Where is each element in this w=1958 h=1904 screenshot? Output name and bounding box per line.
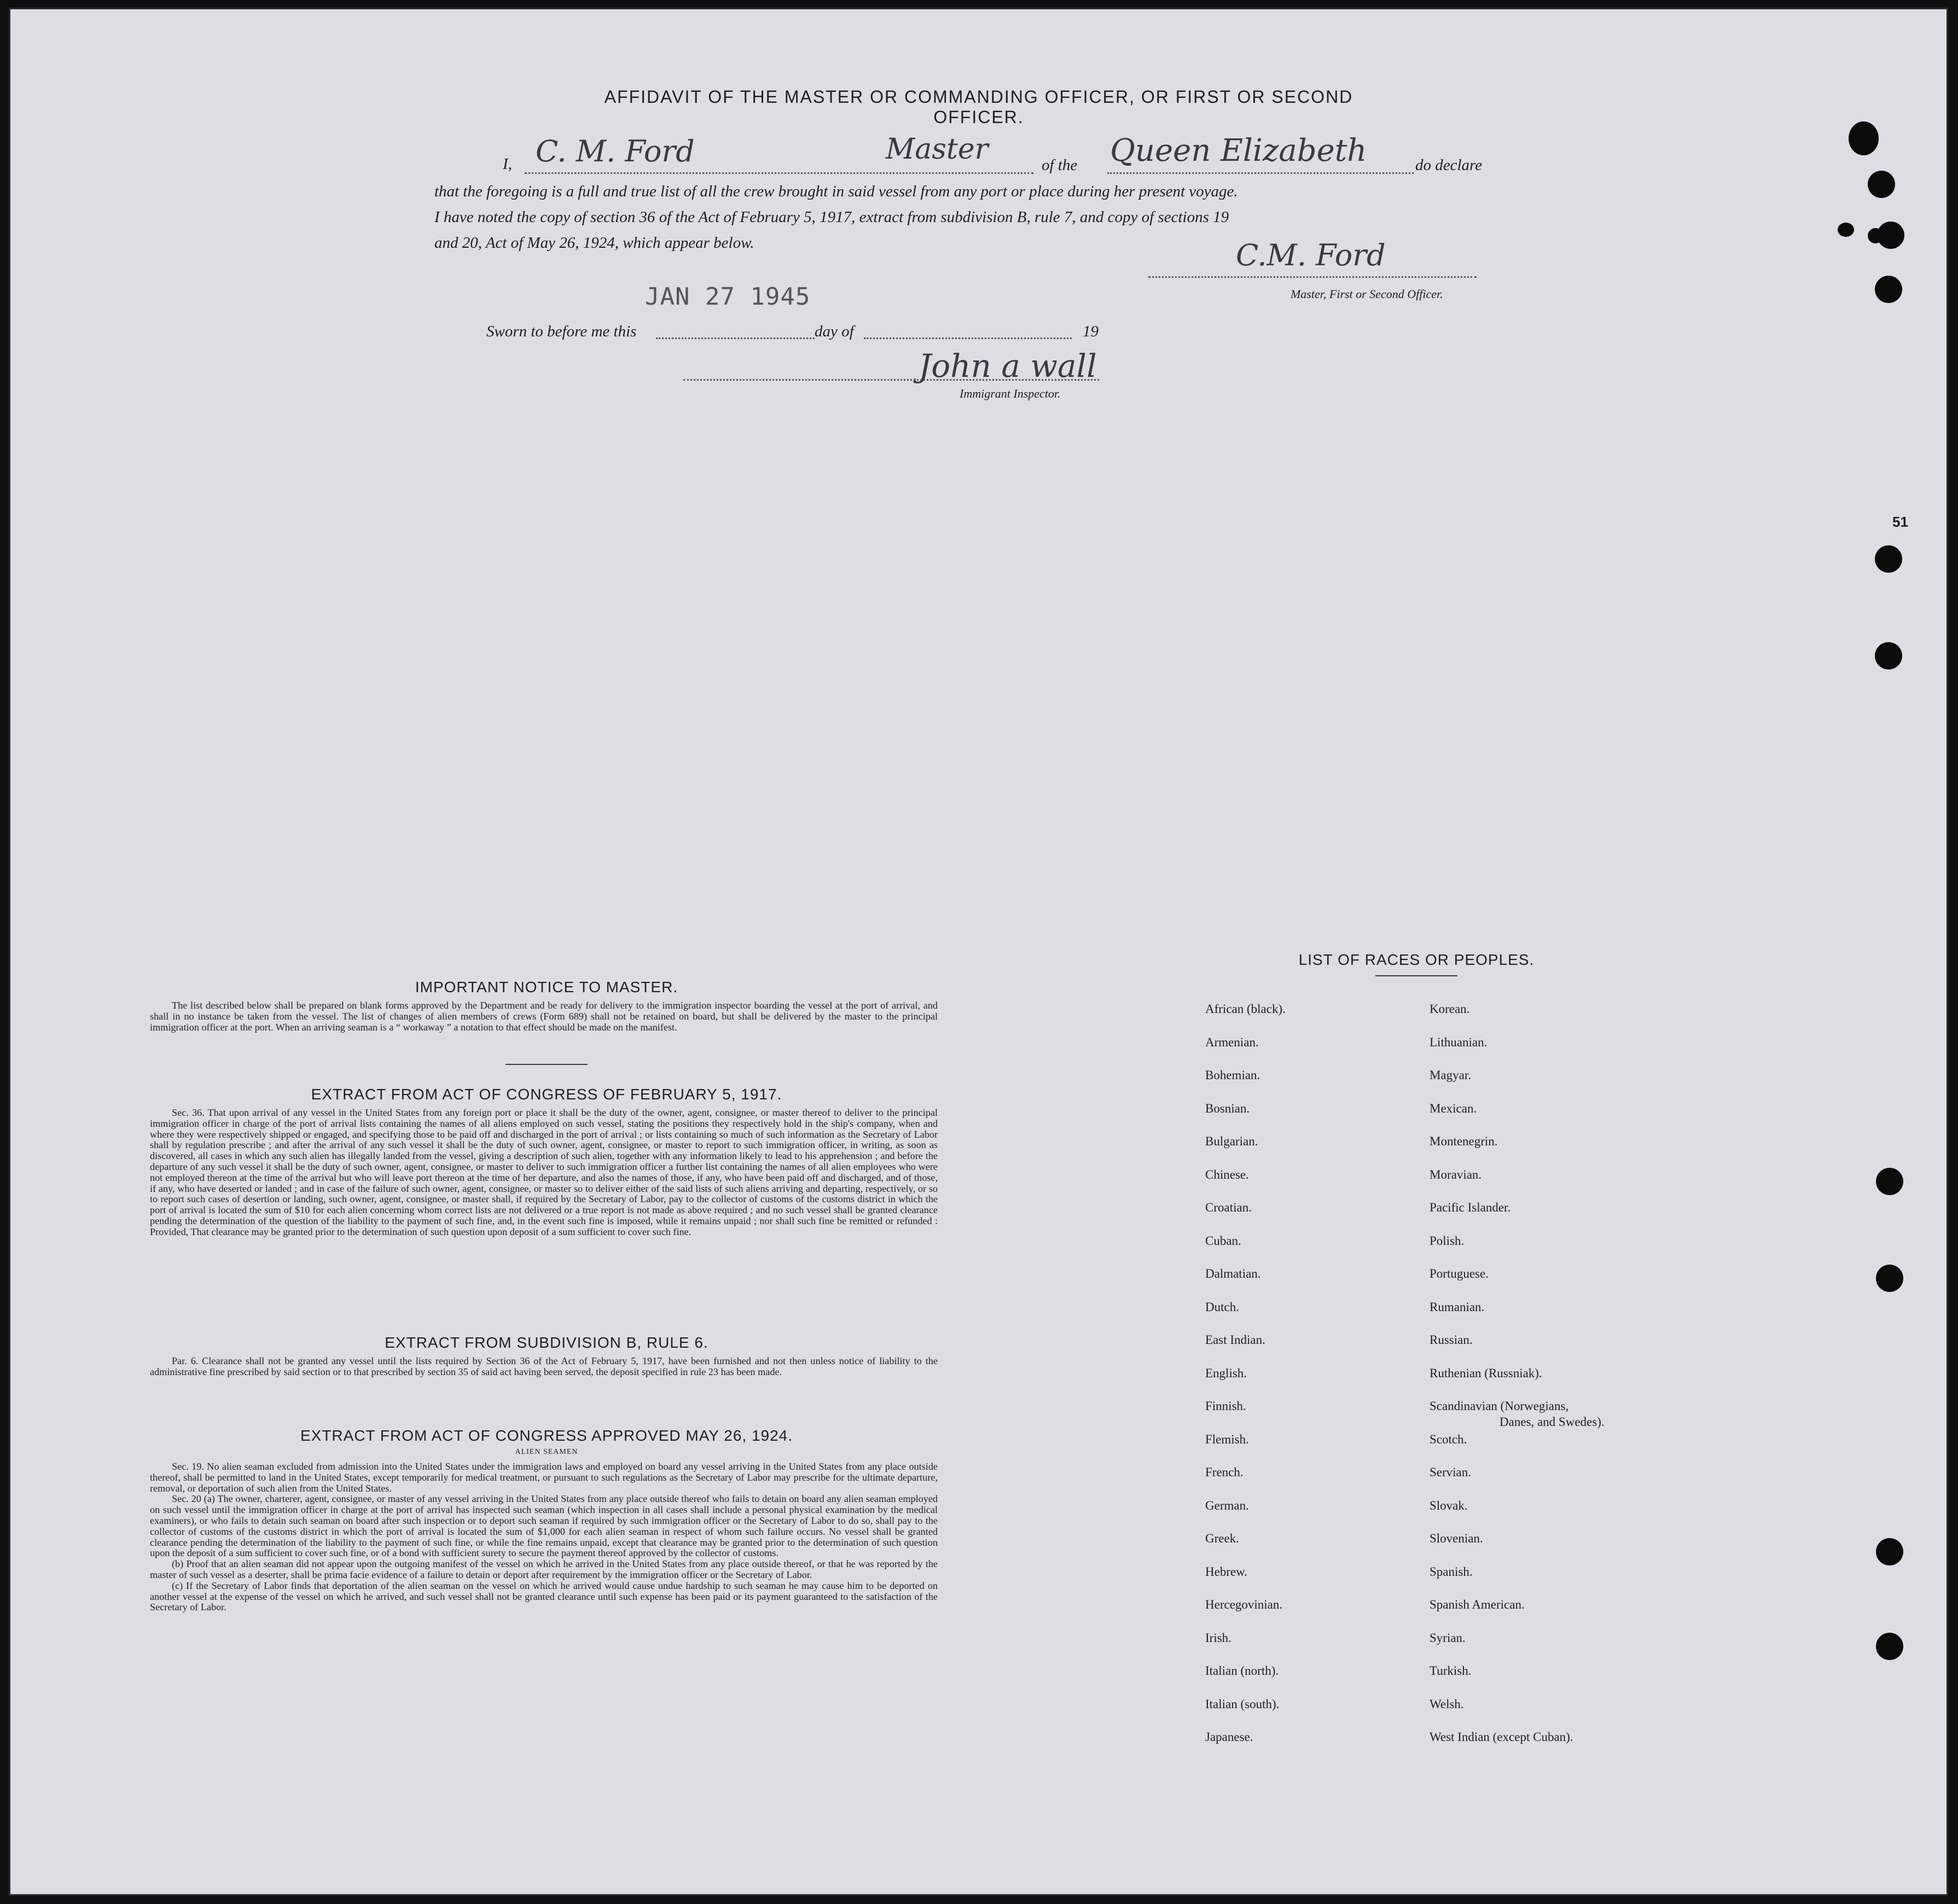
race-item: Moravian. (1430, 1167, 1482, 1181)
binding-hole (1876, 1265, 1903, 1292)
affidavit-line-2: that the foregoing is a full and true list of all the crew brought in said vessel from any port or place during her present voyage. (434, 183, 1238, 200)
binding-hole (1849, 121, 1879, 155)
sworn-month-line (864, 337, 1072, 339)
race-item: Korean. (1430, 1002, 1470, 1016)
affidavit-title: AFFIDAVIT OF THE MASTER OR COMMANDING OFFICER, OR FIRST OR SECOND OFFICER. (604, 87, 1353, 127)
signature-line (1148, 276, 1477, 278)
sworn-day-of: day of (815, 323, 854, 340)
race-item: Chinese. (1205, 1167, 1249, 1181)
race-item: Croatian. (1205, 1201, 1252, 1214)
master-signature: C.M. Ford (1236, 238, 1386, 272)
race-item: Italian (south). (1205, 1697, 1280, 1711)
race-item: Spanish American. (1430, 1598, 1525, 1611)
race-item: Bosnian. (1205, 1101, 1250, 1115)
rank-handwriting: Master (886, 133, 989, 166)
race-item: Bohemian. (1205, 1068, 1260, 1082)
race-item: English. (1205, 1366, 1247, 1380)
race-item: Slovak. (1430, 1498, 1468, 1512)
race-item: West Indian (except Cuban). (1430, 1730, 1573, 1744)
extract-rule6-heading: EXTRACT FROM SUBDIVISION B, RULE 6. (385, 1334, 708, 1351)
race-item: Russian. (1430, 1333, 1473, 1347)
extract-1924-para: Sec. 20 (a) The owner, charterer, agent, consignee, or master of any vessel arriving in the United States from any place outside thereof who fails to detain on board any alien seaman employed on such vessel until the immigration officer in charge at the port of arrival has inspected such seaman (which inspection in all cases shall include a personal physical examination by the medical examiners), or who fails to detain such seaman on board after such inspection or to deport such seaman if required by such immigration officer or the Secretary of Labor to do so, shall pay to the collector of customs of the customs district in which the port of arrival is located the sum of $1,000 for each alien seaman in respect of whom such failure occurs. No vessel shall be granted clearance pending the determination of the liability to the payment of such fine, or while the fine remains unpaid, except that clearance may be granted prior to the determination of such question upon the deposit of a sum sufficient to cover such fine, or of a bond with sufficient surety to secure the payment thereof approved by the collector of customs. (150, 1493, 938, 1559)
extract-1917-body (150, 1108, 938, 1238)
do-declare-text: do declare (1415, 156, 1483, 174)
races-heading: LIST OF RACES OR PEOPLES. (1298, 951, 1535, 968)
race-item: French. (1205, 1465, 1244, 1479)
notice-body (150, 1000, 938, 1033)
of-the-text: of the (1042, 156, 1078, 174)
binding-hole (1868, 228, 1883, 243)
race-item: Mexican. (1430, 1101, 1477, 1115)
race-item: Pacific Islander. (1430, 1201, 1511, 1214)
inspector-signature: John a wall (919, 347, 1097, 385)
document-sheet (9, 8, 1948, 1896)
binding-hole (1868, 171, 1895, 198)
race-item: Greek. (1205, 1532, 1239, 1545)
race-item: Danes, and Swedes). (1500, 1415, 1605, 1429)
race-item: Dutch. (1205, 1300, 1239, 1314)
race-item: Japanese. (1205, 1730, 1253, 1744)
extract-rule6-body (150, 1356, 938, 1378)
race-item: Spanish. (1430, 1564, 1473, 1579)
race-item: Scandinavian (Norwegians, (1430, 1399, 1569, 1413)
race-item: Irish. (1205, 1631, 1231, 1645)
inspector-label: Immigrant Inspector. (960, 387, 1061, 400)
sworn-year: 19 (1083, 323, 1099, 340)
race-item: Magyar. (1430, 1068, 1472, 1082)
binding-hole (1838, 223, 1854, 237)
vessel-line (1107, 172, 1414, 174)
affidavit-prefix: I, (503, 155, 512, 173)
binding-hole (1876, 1633, 1903, 1660)
race-item: Welsh. (1430, 1697, 1464, 1711)
extract-1924-para: (b) Proof that an alien seaman did not appear upon the outgoing manifest of the vessel on which he arrived in the United States from any place outside thereof, or that he was reported by the master of such vessel as a deserter, shall be prima facie evidence of a failure to detain or deport after requirement by the immigration officer or the Secretary of Labor. (150, 1558, 938, 1580)
race-item: Servian. (1430, 1465, 1472, 1479)
extract-1924-heading: EXTRACT FROM ACT OF CONGRESS APPROVED MAY 26, 1924. (300, 1427, 793, 1444)
race-item: Dalmatian. (1205, 1267, 1261, 1280)
race-item: Hercegovinian. (1205, 1598, 1283, 1611)
race-item: Scotch. (1430, 1432, 1467, 1446)
race-item: Syrian. (1430, 1631, 1466, 1645)
margin-mark: 51 (1892, 514, 1908, 530)
extract-1924-para: Sec. 19. No alien seaman excluded from admission into the United States under the immigration laws and employed on board any vessel arriving in the United States from any place outside thereof, shall be permitted to land in the United States, except temporarily for medical treatment, or pursuant to such regulations as the Secretary of Labor may prescribe for the ultimate departure, removal, or deportation of such alien from the United States. (150, 1461, 938, 1494)
race-item: Flemish. (1205, 1432, 1249, 1446)
divider (1375, 975, 1457, 976)
name-line (525, 172, 1033, 174)
extract-1924-para: (c) If the Secretary of Labor finds that deportation of the alien seaman on the vessel on which he arrived would cause undue hardship to such seaman he may cause him to be deported on another vessel at the expense of the vessel on which he arrived, and such vessel shall not be granted clearance until such expense has been paid or its payment guaranteed to the satisfaction of the Secretary of Labor. (150, 1580, 938, 1613)
race-item: Bulgarian. (1205, 1134, 1258, 1148)
race-item: Polish. (1430, 1233, 1465, 1248)
binding-hole (1875, 545, 1902, 573)
binding-hole (1876, 1538, 1903, 1565)
notice-text: The list described below shall be prepared on blank forms approved by the Department and be ready for delivery to the immigration inspector boarding the vessel at the port of arrival, and shall in no instance be taken from the vessel. The list of changes of alien members of crews (Form 689) shall not be retained on board, but shall be delivered by the master to the principal immigration officer at the port. When an arriving seaman is a “ workaway ” a notation to that effect should be made on the manifest. (150, 1000, 938, 1033)
extract-1924-body (150, 1462, 938, 1613)
race-item: Italian (north). (1205, 1664, 1279, 1678)
divider (506, 1064, 588, 1065)
race-item: Hebrew. (1205, 1564, 1248, 1579)
race-item: African (black). (1205, 1002, 1286, 1016)
alien-seamen-subheading: ALIEN SEAMEN (515, 1448, 578, 1456)
race-item: Montenegrin. (1430, 1134, 1498, 1148)
inspector-line (683, 379, 1099, 381)
vessel-name-handwriting: Queen Elizabeth (1110, 133, 1367, 168)
affidavit-line-4: and 20, Act of May 26, 1924, which appear below. (434, 234, 754, 252)
race-item: Finnish. (1205, 1399, 1246, 1413)
extract-rule6-text: Par. 6. Clearance shall not be granted any vessel until the lists required by Section 36 of the Act of February 5, 1917, have been furnished and not then unless notice of liability to the administrative fine prescribed by said section or to that prescribed by section 35 of said act having been served, the deposit specified in rule 23 has been made. (150, 1355, 938, 1377)
sworn-day-line (656, 337, 815, 339)
race-item: German. (1205, 1498, 1249, 1512)
affidavit-line-3: I have noted the copy of section 36 of the Act of February 5, 1917, extract from subdivision B, rule 7, and copy of sections 19 (434, 208, 1229, 226)
master-label: Master, First or Second Officer. (1291, 287, 1443, 301)
race-item: Armenian. (1205, 1035, 1259, 1049)
race-item: Lithuanian. (1430, 1035, 1488, 1049)
race-item: East Indian. (1205, 1333, 1265, 1347)
notice-heading: IMPORTANT NOTICE TO MASTER. (415, 979, 678, 995)
binding-hole (1875, 642, 1902, 669)
date-stamp: JAN 27 1945 (645, 283, 811, 311)
race-item: Turkish. (1430, 1664, 1472, 1678)
master-name-handwriting: C. M. Ford (536, 134, 695, 168)
race-item: Cuban. (1205, 1233, 1241, 1248)
race-item: Ruthenian (Russniak). (1430, 1366, 1542, 1380)
race-item: Slovenian. (1430, 1532, 1483, 1545)
extract-1917-heading: EXTRACT FROM ACT OF CONGRESS OF FEBRUARY 5, 1917. (311, 1086, 782, 1103)
sworn-prefix: Sworn to before me this (486, 323, 637, 340)
extract-1917-text: Sec. 36. That upon arrival of any vessel in the United States from any foreign port or place it shall be the duty of the owner, agent, consignee, or master thereof to deliver to the principal immigration officer in charge of the port of arrival lists containing the names of all aliens employed on such vessel, stating the positions they respectively hold in the ship's company, when and where they were respectively shipped or engaged, and specifying those to be paid off and discharged in the port of arrival ; or lists containing so much of such information as the Secretary of Labor shall by regulation prescribe ; and after the arrival of any such vessel it shall be the duty of such owner, agent, consignee, or master to report to such immigration officer, in writing, as soon as discovered, all cases in which any such alien has illegally landed from the vessel, giving a description of such alien, together with any information likely to lead to his apprehension ; and before the departure of any such vessel it shall be the duty of such owner, agent, consignee, or master to deliver to such immigration officer a further list containing the names of all alien employees who were not employed thereon at the time of the arrival but who will leave port thereon at the time of her departure, and also the names of those, if any, who have been paid off and discharged, and of those, if any, who have deserted or landed ; and in case of the failure of such owner, agent, consignee, or master so to deliver either of the said lists of such aliens arriving and departing, respectively, or so to report such cases of desertion or landing, such owner, agent, consignee, or master shall, if required by the Secretary of Labor, pay to the collector of customs of the customs district in which the port of arrival is located the sum of $10 for each alien concerning whom correct lists are not delivered or a true report is not made as above required ; and no such vessel shall be granted clearance pending the determination of the question of the liability to the payment of such fine, and, in the event such fine is imposed, while it remains unpaid ; nor shall such fine be remitted or refunded : Provided, That clearance may be granted prior to the determination of such question upon deposit of a sum sufficient to cover such fine. (150, 1107, 938, 1237)
binding-hole (1875, 276, 1902, 303)
race-item: Rumanian. (1430, 1300, 1485, 1314)
binding-hole (1876, 1168, 1903, 1195)
race-item: Portuguese. (1430, 1267, 1489, 1280)
